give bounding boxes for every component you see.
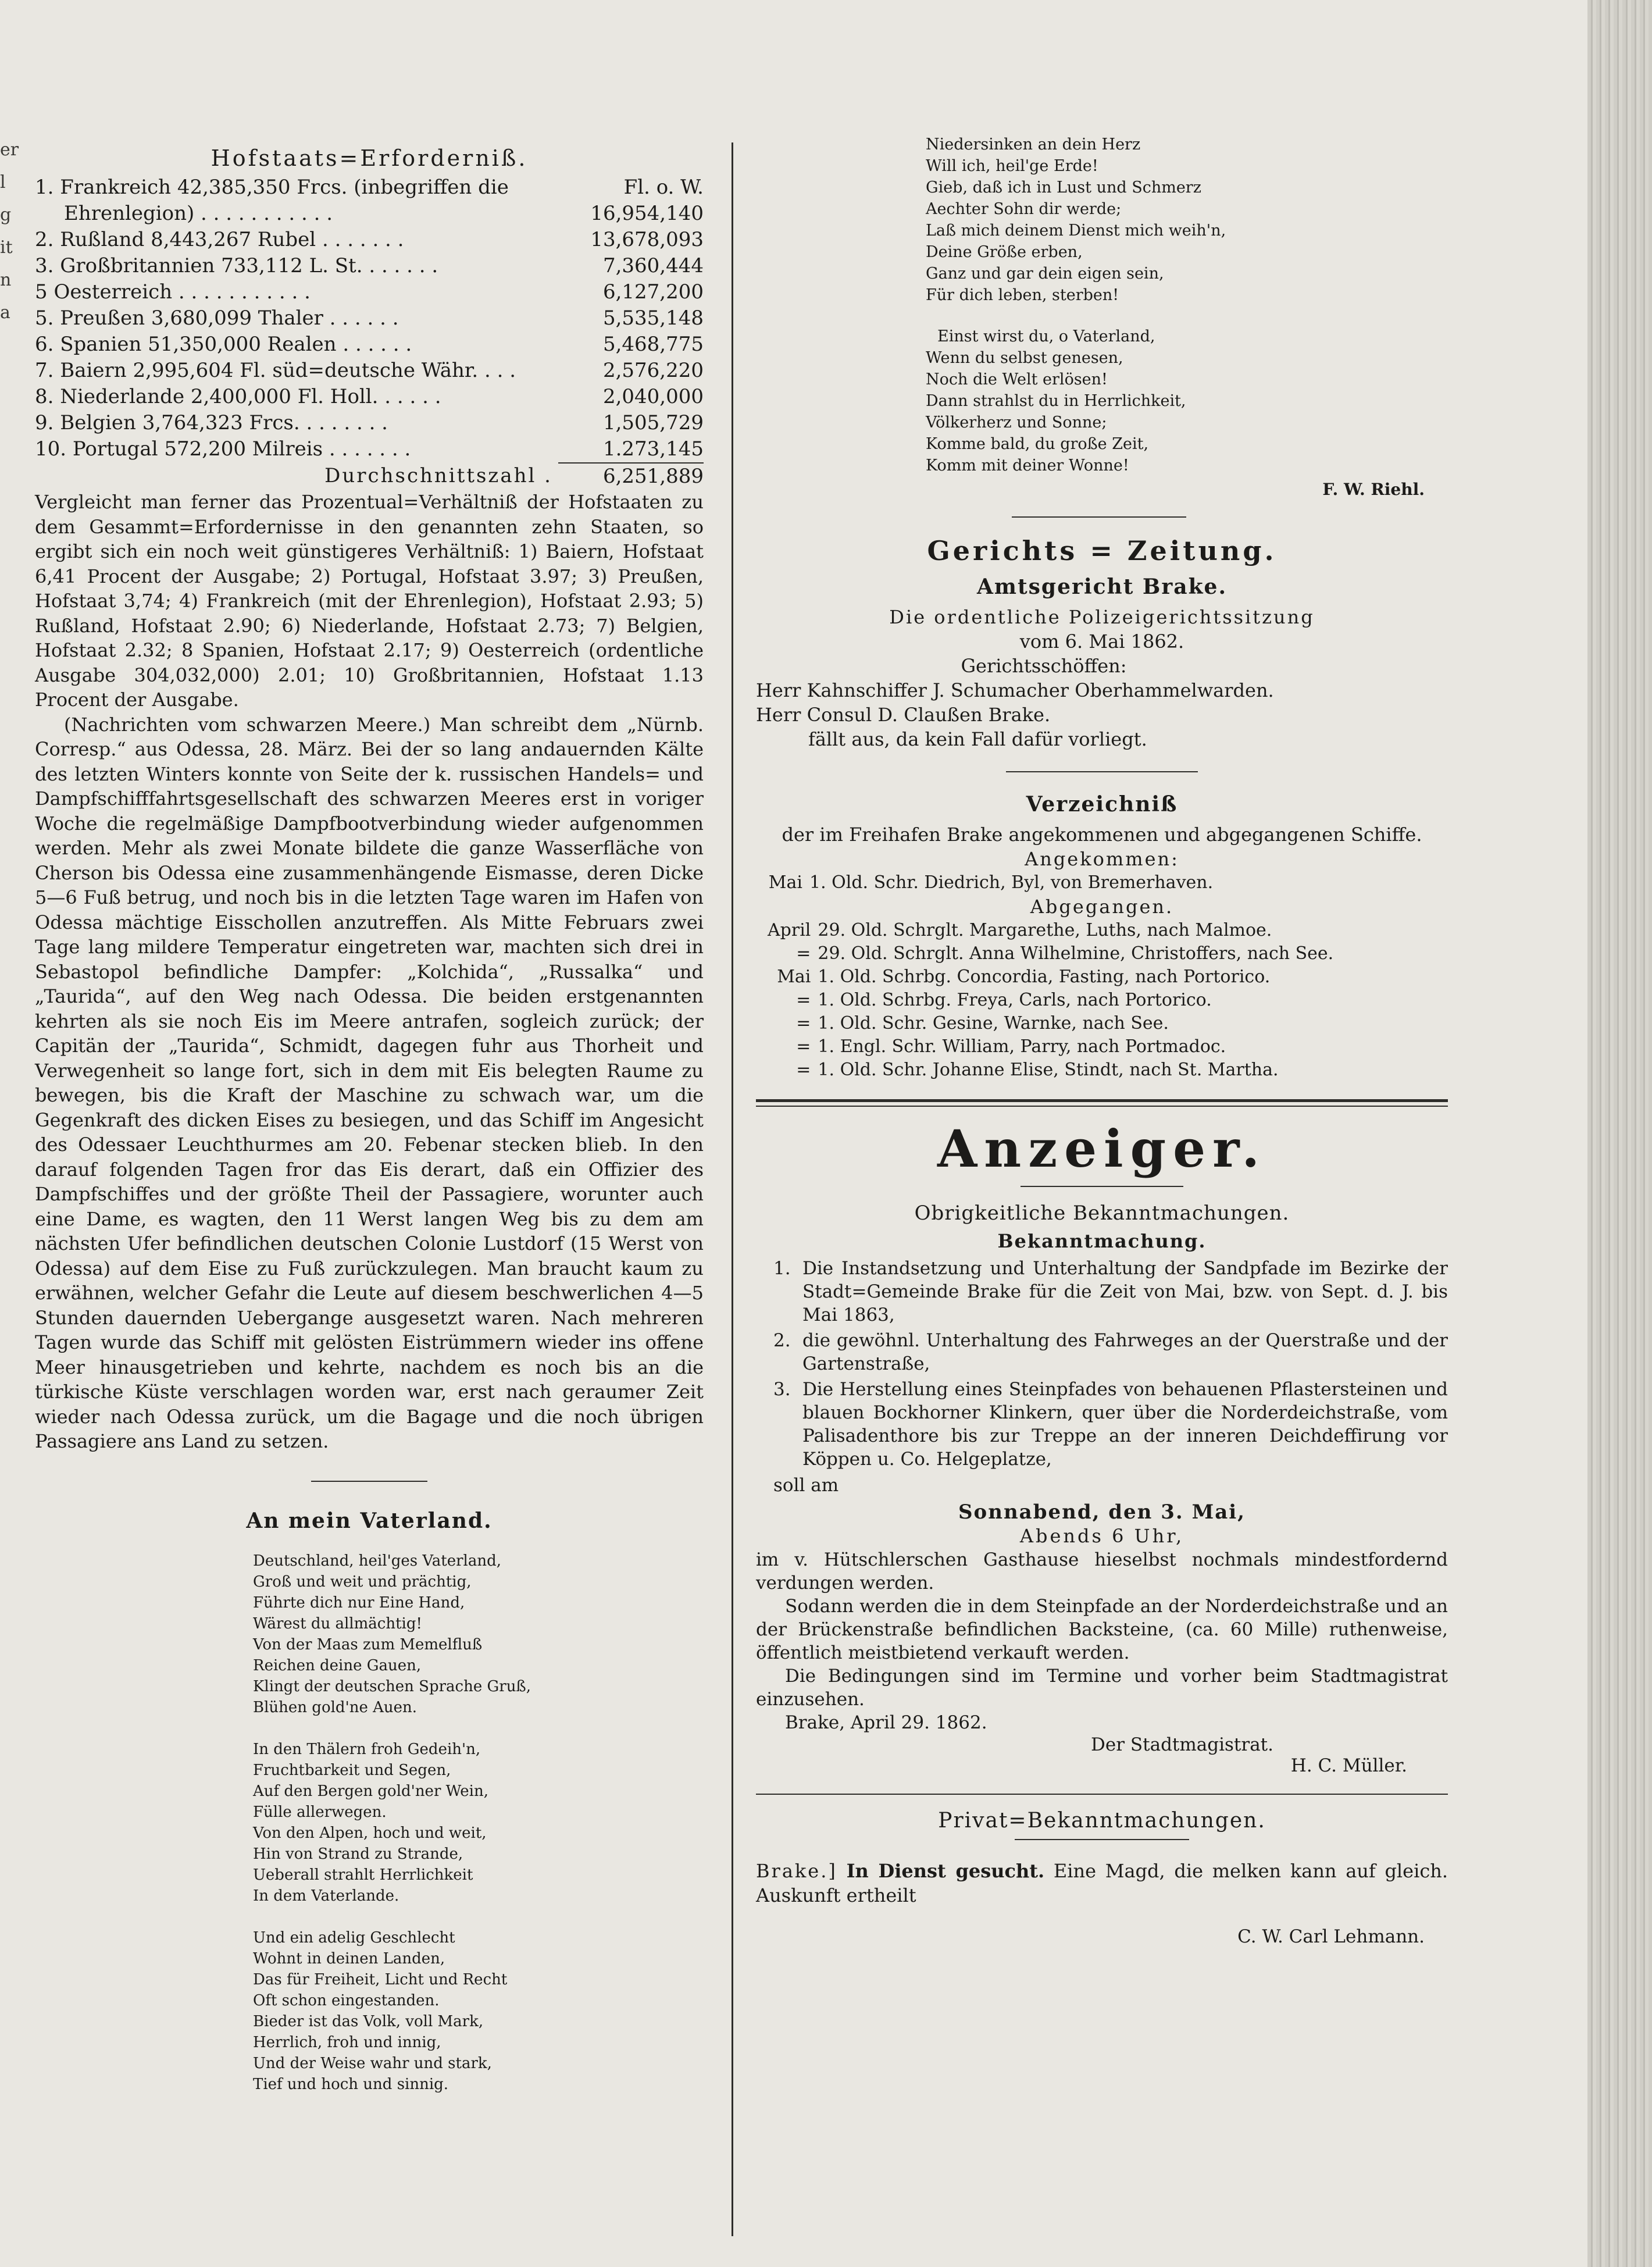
departed-label: Abgegangen. xyxy=(1030,896,1174,918)
divider xyxy=(1015,1839,1189,1840)
table-row xyxy=(768,965,1340,989)
verzeichnis-title: Verzeichniß xyxy=(1026,792,1178,817)
poem-line: Klingt der deutschen Sprache Gruß, xyxy=(253,1677,531,1695)
row-label: 10. Portugal 572,200 Milreis . . . . . . . xyxy=(35,437,411,461)
announcement-paragraph: Die Bedingungen sind im Termine und vorher beim Stadtmagistrat einzusehen. xyxy=(756,1665,1448,1710)
row-label: 1. Frankreich 42,385,350 Frcs. (inbegriffen die xyxy=(35,176,509,199)
gericht-line: Die ordentliche Polizeigerichtssitzung xyxy=(889,606,1315,628)
row-value: 2,040,000 xyxy=(602,385,704,408)
table-row xyxy=(35,410,704,436)
row-value: 7,360,444 xyxy=(602,254,704,277)
table-row xyxy=(35,201,704,227)
signer: H. C. Müller. xyxy=(1290,1755,1407,1776)
dienst-ad xyxy=(756,1859,1448,1908)
verzeichnis-subtitle: der im Freihafen Brake angekommenen und abgegangenen Schiffe. xyxy=(782,824,1422,846)
poem-line: Für dich leben, sterben! xyxy=(926,286,1119,304)
stanza-gap xyxy=(253,1906,704,1927)
poem-line: Noch die Welt erlösen! xyxy=(926,370,1108,388)
column-rule xyxy=(732,142,733,2236)
item-text: Die Herstellung eines Steinpfades von behauenen Pflastersteinen und blauen Bockhorner Klinkern, quer über die Norderdeichstraße, vom Palisadenthore bis zur Treppe an der inneren Deichdeffirung vor Köppen u. Co. Helgeplatze, xyxy=(802,1379,1448,1470)
list-item xyxy=(756,1257,1448,1327)
divider xyxy=(1012,516,1186,518)
ad-signer: C. W. Carl Lehmann. xyxy=(1237,1926,1425,1947)
average-value: 6,251,889 xyxy=(602,465,704,488)
arrived-table xyxy=(768,871,1220,894)
divider xyxy=(1006,771,1198,772)
row-value: 6,127,200 xyxy=(602,280,704,304)
poem-line: Wohnt in deinen Landen, xyxy=(253,1949,445,1967)
ship-month: = xyxy=(796,1060,811,1080)
stanza-gap xyxy=(253,1718,704,1739)
row-value: 16,954,140 xyxy=(590,202,704,225)
table-row xyxy=(35,384,704,410)
table-row xyxy=(768,942,1340,965)
poem-title: An mein Vaterland. xyxy=(246,1508,493,1533)
poem-line: Will ich, heil'ge Erde! xyxy=(926,157,1098,175)
right-column xyxy=(756,134,1448,1947)
table-row xyxy=(35,279,704,305)
poem-line: Das für Freiheit, Licht und Recht xyxy=(253,1970,508,1988)
row-value: 13,678,093 xyxy=(590,228,704,251)
gericht-line: Herr Consul D. Claußen Brake. xyxy=(756,704,1051,726)
item-text: Die Instandsetzung und Unterhaltung der Sandpfade im Bezirke der Stadt=Gemeinde Brake für die Zeit von Mai, bzw. von Sept. d. J. bis Mai 1863, xyxy=(802,1258,1448,1325)
ship-entry: 1. Old. Schrbg. Freya, Carls, nach Portorico. xyxy=(818,990,1212,1010)
ad-text: Eine Magd, die melken kann auf gleich. Auskunft ertheilt xyxy=(756,1859,1448,1906)
anzeiger-title: Anzeiger. xyxy=(937,1118,1267,1179)
previous-page-margin xyxy=(0,0,19,657)
row-label: Ehrenlegion) . . . . . . . . . . . xyxy=(64,202,333,225)
poem-line: Tief und hoch und sinnig. xyxy=(253,2075,449,2093)
soll-am: soll am xyxy=(773,1475,839,1496)
margin-fragment: n xyxy=(0,270,12,290)
row-label: 6. Spanien 51,350,000 Realen . . . . . . xyxy=(35,333,412,356)
table-row xyxy=(35,227,704,253)
poem-line: Von den Alpen, hoch und weit, xyxy=(253,1824,487,1842)
stanza-gap xyxy=(926,306,1448,326)
poem-line: Komme bald, du große Zeit, xyxy=(926,435,1149,453)
gericht-title: Gerichts = Zeitung. xyxy=(927,535,1277,566)
row-label: 9. Belgien 3,764,323 Frcs. . . . . . . . xyxy=(35,411,388,434)
row-value: 2,576,220 xyxy=(602,359,704,382)
average-label: Durchschnittszahl . xyxy=(324,464,552,487)
ship-entry: 29. Old. Schrglt. Anna Wilhelmine, Christoffers, nach See. xyxy=(818,943,1334,964)
poem-line: Von der Maas zum Memelfluß xyxy=(253,1635,483,1653)
poem-line: Und der Weise wahr und stark, xyxy=(253,2054,492,2072)
poem-line: Reichen deine Gauen, xyxy=(253,1656,422,1674)
poem-line: Deutschland, heil'ges Vaterland, xyxy=(253,1552,501,1570)
ship-month: Mai xyxy=(777,967,811,987)
poem-author: F. W. Riehl. xyxy=(1322,480,1425,499)
row-value: 5,468,775 xyxy=(602,333,704,356)
ship-entry: 1. Engl. Schr. William, Parry, nach Portmadoc. xyxy=(818,1036,1226,1057)
table-row xyxy=(35,253,704,279)
currency-header: Fl. o. W. xyxy=(623,176,704,199)
hofstaat-table xyxy=(35,174,704,490)
ad-place: Brake.] xyxy=(756,1859,837,1882)
ship-month: = xyxy=(796,1013,811,1033)
table-row xyxy=(768,1035,1340,1058)
poem-line: Völkerherz und Sonne; xyxy=(926,414,1107,432)
announcement-paragraph: im v. Hütschlerschen Gasthause hieselbst nochmals mindestfordernd verdungen werden. xyxy=(756,1549,1448,1594)
table-row xyxy=(35,174,704,201)
privat-heading: Privat=Bekanntmachungen. xyxy=(938,1808,1266,1833)
row-value: 1,505,729 xyxy=(602,411,704,434)
poem-line: Fülle allerwegen. xyxy=(253,1803,387,1821)
table-row xyxy=(35,358,704,384)
signer: Der Stadtmagistrat. xyxy=(1091,1734,1273,1755)
arrived-label: Angekommen: xyxy=(1025,848,1179,870)
poem-line: In den Thälern froh Gedeih'n, xyxy=(253,1740,481,1758)
ship-entry: 1. Old. Schr. Johanne Elise, Stindt, nach St. Martha. xyxy=(818,1060,1279,1080)
auction-date: Sonnabend, den 3. Mai, xyxy=(958,1500,1246,1524)
table-row xyxy=(768,1058,1340,1082)
divider xyxy=(1021,1186,1183,1187)
row-value: 5,535,148 xyxy=(602,306,704,330)
poem-line: In dem Vaterlande. xyxy=(253,1887,399,1905)
row-label: 5 Oesterreich . . . . . . . . . . . xyxy=(35,280,311,304)
item-number: 1. xyxy=(773,1258,791,1279)
court-name: Amtsgericht Brake. xyxy=(977,575,1227,599)
row-value: 1.273,145 xyxy=(558,436,704,463)
list-item xyxy=(756,1378,1448,1471)
left-column xyxy=(35,145,704,2095)
schwarzes-meer-article: (Nachrichten vom schwarzen Meere.) Man schreibt dem „Nürnb. Corresp.“ aus Odessa, 28. März. Bei der so lang andauernden Kälte des letzten Winters konnte von Seite der k. russischen Handels= und Dampfschifffahrtsgesellschaft des schwarzen Meeres erst in voriger Woche die regelmäßige Dampfbootverbindung wieder aufgenommen werden. Mehr als zwei Monate bildete die ganze Wasserfläche von Cherson bis Odessa eine zusammenhängende Eismasse, deren Dicke 5—6 Fuß betrug, und noch bis in die letzten Tage waren im Hafen von Odessa mächtige Eisschollen anzutreffen. Als Mitte Februars zwei Tage lang mildere Temperatur eingetreten war, machten sich drei in Sebastopol befindliche Dampfer: „Kolchida“, „Russalka“ und „Taurida“, auf den Weg nach Odessa. Die beiden erstgenannten kehrten als sie noch Eis im Meere antrafen, sogleich zurück; der Capitän der „Taurida“, Schmidt, dagegen fuhr aus Thorheit und Verwegenheit so lange fort, sich in dem mit Eis belegten Raume zu bewegen, bis die Kraft der Maschine zu schwach war, um die Gegenkraft des dicken Eises zu besiegen, und das Schiff im Angesicht des Odessaer Leuchthurmes am 20. Febenar stecken blieb. In den darauf folgenden Tagen fror das Eis derart, daß ein Offizier des Dampfschiffes und der größte Theil der Passagiere, worunter auch eine Dame, es wagten, den 11 Werst langen Weg bis zu dem am nächsten Ufer befindlichen deutschen Colonie Lustdorf (15 Werst von Odessa) auf dem Eise zu Fuß zurückzulegen. Man braucht kaum zu erwähnen, welcher Gefahr die Leute auf diesem beschwerlichen 4—5 Stunden dauernden Uebergange ausgesetzt waren. Nach mehreren Tagen wurde das Schiff mit gelösten Eistrümmern wieder ins offene Meer hinausgetrieben und kehrte, nachdem es noch bis an die türkische Küste verschlagen worden war, erst nach geraumer Zeit wieder nach Odessa zurück, um die Bagage und die noch übrigen Passagiere ans Land zu setzen. xyxy=(35,713,704,1452)
departed-table xyxy=(768,919,1340,1082)
poem-line: Auf den Bergen gold'ner Wein, xyxy=(253,1782,488,1800)
obrigkeit-heading: Obrigkeitliche Bekanntmachungen. xyxy=(914,1202,1290,1225)
row-label: 5. Preußen 3,680,099 Thaler . . . . . . xyxy=(35,306,399,330)
bekanntmachung-list xyxy=(756,1257,1448,1471)
margin-fragment: l xyxy=(0,172,6,193)
poem-line: Blühen gold'ne Auen. xyxy=(253,1698,418,1716)
poem-line: Wärest du allmächtig! xyxy=(253,1614,422,1632)
poem-line: Komm mit deiner Wonne! xyxy=(926,457,1129,475)
vergleich-paragraph: Vergleicht man ferner das Prozentual=Verhältniß der Hofstaaten zu dem Gesammt=Erfordernisse in den genannten zehn Staaten, so ergibt sich ein noch weit günstigeres Verhältniß: 1) Baiern, Hofstaat 6,41 Procent der Ausgabe; 2) Portugal, Hofstaat 3.97; 3) Preußen, Hofstaat 3,74; 4) Frankreich (mit der Ehrenlegion), Hofstaat 2.93; 5) Rußland, Hofstaat 2.90; 6) Niederlande, Hofstaat 2.73; 7) Belgien, Hofstaat 2.32; 8 Spanien, Hofstaat 2.17; 9) Oesterreich (ordentliche Ausgabe 304,032,000) 2.01; 10) Großbritannien, Hofstaat 1.13 Procent der Ausgabe. xyxy=(35,491,704,711)
place-date: Brake, April 29. 1862. xyxy=(785,1712,987,1733)
ship-entry: 1. Old. Schr. Gesine, Warnke, nach See. xyxy=(818,1013,1169,1033)
table-row xyxy=(768,1012,1340,1035)
ship-month: Mai xyxy=(768,872,802,893)
book-page-edge xyxy=(1587,0,1652,2267)
section-rule xyxy=(756,1099,1448,1102)
poem-stanzas-left xyxy=(253,1550,704,2095)
item-number: 3. xyxy=(773,1379,791,1400)
margin-fragment: a xyxy=(0,302,10,323)
bekanntmachung-heading: Bekanntmachung. xyxy=(997,1230,1207,1252)
section-rule xyxy=(756,1106,1448,1107)
table-row xyxy=(768,989,1340,1012)
ship-month: = xyxy=(796,943,811,964)
gericht-line: Herr Kahnschiffer J. Schumacher Oberhammelwarden. xyxy=(756,679,1274,701)
item-text: die gewöhnl. Unterhaltung des Fahrweges an der Querstraße und der Gartenstraße, xyxy=(802,1330,1448,1374)
poem-line: Wenn du selbst genesen, xyxy=(926,349,1123,367)
poem-line: Und ein adelig Geschlecht xyxy=(253,1929,455,1947)
gericht-line: Gerichtsschöffen: xyxy=(961,655,1127,677)
row-label: 2. Rußland 8,443,267 Rubel . . . . . . . xyxy=(35,228,404,251)
table-row xyxy=(768,871,1220,894)
ship-entry: 1. Old. Schrbg. Concordia, Fasting, nach Portorico. xyxy=(818,967,1271,987)
poem-line: Laß mich deinem Dienst mich weih'n, xyxy=(926,222,1226,240)
margin-fragment: er xyxy=(0,140,19,160)
poem-line: Führte dich nur Eine Hand, xyxy=(253,1594,465,1612)
poem-stanzas-right xyxy=(926,134,1448,476)
ship-month: = xyxy=(796,1036,811,1057)
ship-month: = xyxy=(796,990,811,1010)
poem-line: Oft schon eingestanden. xyxy=(253,1991,440,2009)
announcement-paragraph: Sodann werden die in dem Steinpfade an der Norderdeichstraße und an der Brückenstraße befindlichen Backsteine, (ca. 60 Mille) ruthenweise, öffentlich meistbietend verkauft werden. xyxy=(756,1595,1448,1663)
section-rule xyxy=(756,1794,1448,1795)
poem-line: Dann strahlst du in Herrlichkeit, xyxy=(926,392,1186,410)
row-label: 7. Baiern 2,995,604 Fl. süd=deutsche Währ. . . . xyxy=(35,359,516,382)
poem-line: Groß und weit und prächtig, xyxy=(253,1573,472,1591)
table-row xyxy=(35,305,704,332)
poem-line: Ganz und gar dein eigen sein, xyxy=(926,265,1164,283)
poem-line: Niedersinken an dein Herz xyxy=(926,136,1141,154)
table-row xyxy=(35,436,704,463)
poem-line: Fruchtbarkeit und Segen, xyxy=(253,1761,451,1779)
poem-line: Hin von Strand zu Strande, xyxy=(253,1845,463,1863)
gericht-line: vom 6. Mai 1862. xyxy=(1019,630,1184,653)
row-label: 3. Großbritannien 733,112 L. St. . . . . . . xyxy=(35,254,438,277)
poem-line: Einst wirst du, o Vaterland, xyxy=(937,327,1155,345)
divider xyxy=(311,1481,427,1482)
hofstaat-title: Hofstaats=Erforderniß. xyxy=(210,145,528,171)
ship-entry: 29. Old. Schrglt. Margarethe, Luths, nach Malmoe. xyxy=(818,920,1272,940)
poem-line: Herrlich, froh und innig, xyxy=(253,2033,441,2051)
poem-line: Aechter Sohn dir werde; xyxy=(926,200,1122,218)
list-item xyxy=(756,1329,1448,1375)
table-row xyxy=(768,919,1340,942)
row-label: 8. Niederlande 2,400,000 Fl. Holl. . . . . . xyxy=(35,385,441,408)
margin-fragment: it xyxy=(0,237,13,258)
ship-month: April xyxy=(768,920,811,940)
ship-entry: 1. Old. Schr. Diedrich, Byl, von Bremerhaven. xyxy=(809,872,1214,893)
table-row xyxy=(35,332,704,358)
margin-fragment: g xyxy=(0,205,12,225)
gericht-line: fällt aus, da kein Fall dafür vorliegt. xyxy=(808,728,1147,750)
poem-line: Ueberall strahlt Herrlichkeit xyxy=(253,1866,473,1884)
average-row xyxy=(35,463,704,490)
ad-heading: In Dienst gesucht. xyxy=(846,1859,1045,1882)
poem-line: Gieb, daß ich in Lust und Schmerz xyxy=(926,179,1201,197)
poem-line: Deine Größe erben, xyxy=(926,243,1083,261)
item-number: 2. xyxy=(773,1330,791,1351)
poem-line: Bieder ist das Volk, voll Mark, xyxy=(253,2012,484,2030)
auction-time: Abends 6 Uhr, xyxy=(1019,1524,1184,1547)
